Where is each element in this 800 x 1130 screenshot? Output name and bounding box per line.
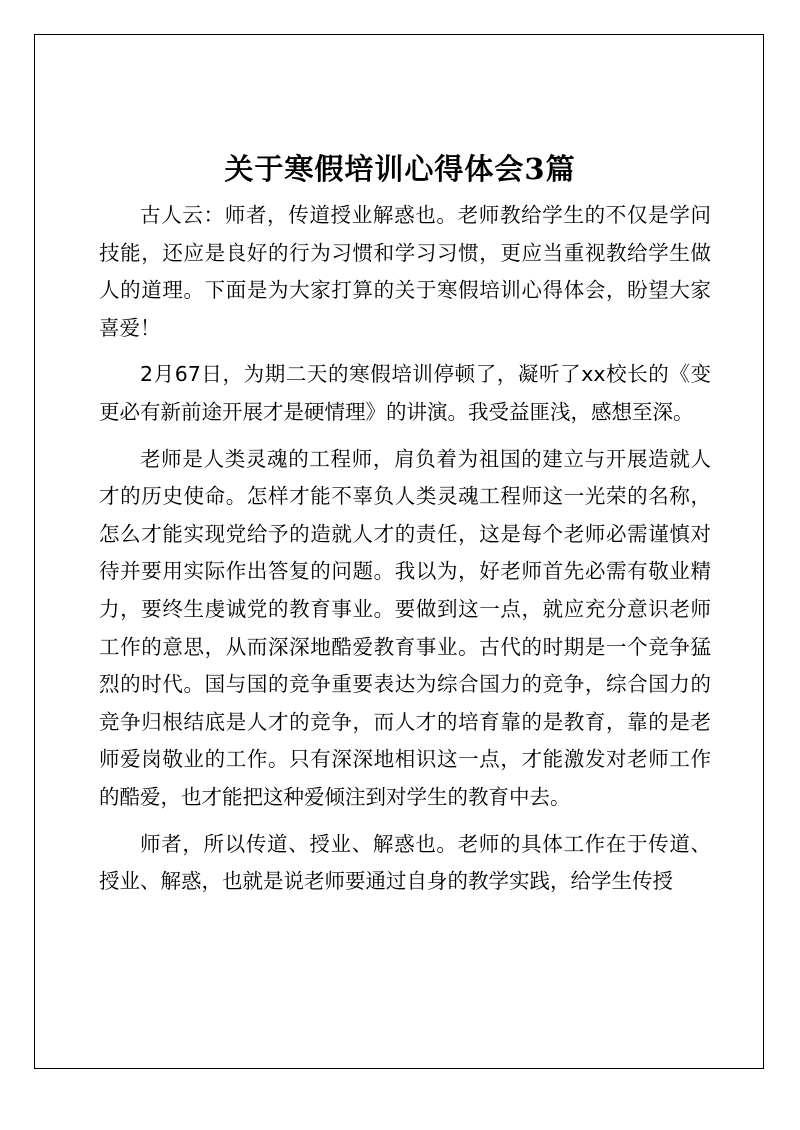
paragraph-teacher-duty: 师者，所以传道、授业、解惑也。老师的具体工作在于传道、授业、解惑，也就是说老师要通过自身的教学实践，给学生传授 — [99, 831, 711, 894]
document-body — [99, 197, 711, 910]
paragraph-training-date: 2月67日，为期二天的寒假培训停顿了，凝听了xx校长的《变更必有新前途开展才是硬情理》的讲演。我受益匪浅，感想至深。 — [99, 362, 711, 424]
document-title: 关于寒假培训心得体会3篇 — [224, 152, 576, 187]
paragraph-intro: 古人云：师者，传道授业解惑也。老师教给学生的不仅是学问技能，还应是良好的行为习惯和学习习惯，更应当重视教给学生做人的道理。下面是为大家打算的关于寒假培训心得体会，盼望大家喜爱！ — [99, 203, 711, 340]
paragraph-teacher-role: 老师是人类灵魂的工程师，肩负着为祖国的建立与开展造就人才的历史使命。怎样才能不辜负人类灵魂工程师这一光荣的名称，怎么才能实现党给予的造就人才的责任，这是每个老师必需谨慎对待并要用实际作出答复的问题。我以为，好老师首先必需有敬业精力，要终生虔诚党的教育事业。要做到这一点，就应充分意识老师工作的意思，从而深深地酷爱教育事业。古代的时期是一个竞争猛烈的时代。国与国的竞争重要表达为综合国力的竞争，综合国力的竞争归根结底是人才的竞争，而人才的培育靠的是教育，靠的是老师爱岗敬业的工作。只有深深地相识这一点，才能激发对老师工作的酷爱，也才能把这种爱倾注到对学生的教育中去。 — [99, 446, 711, 809]
